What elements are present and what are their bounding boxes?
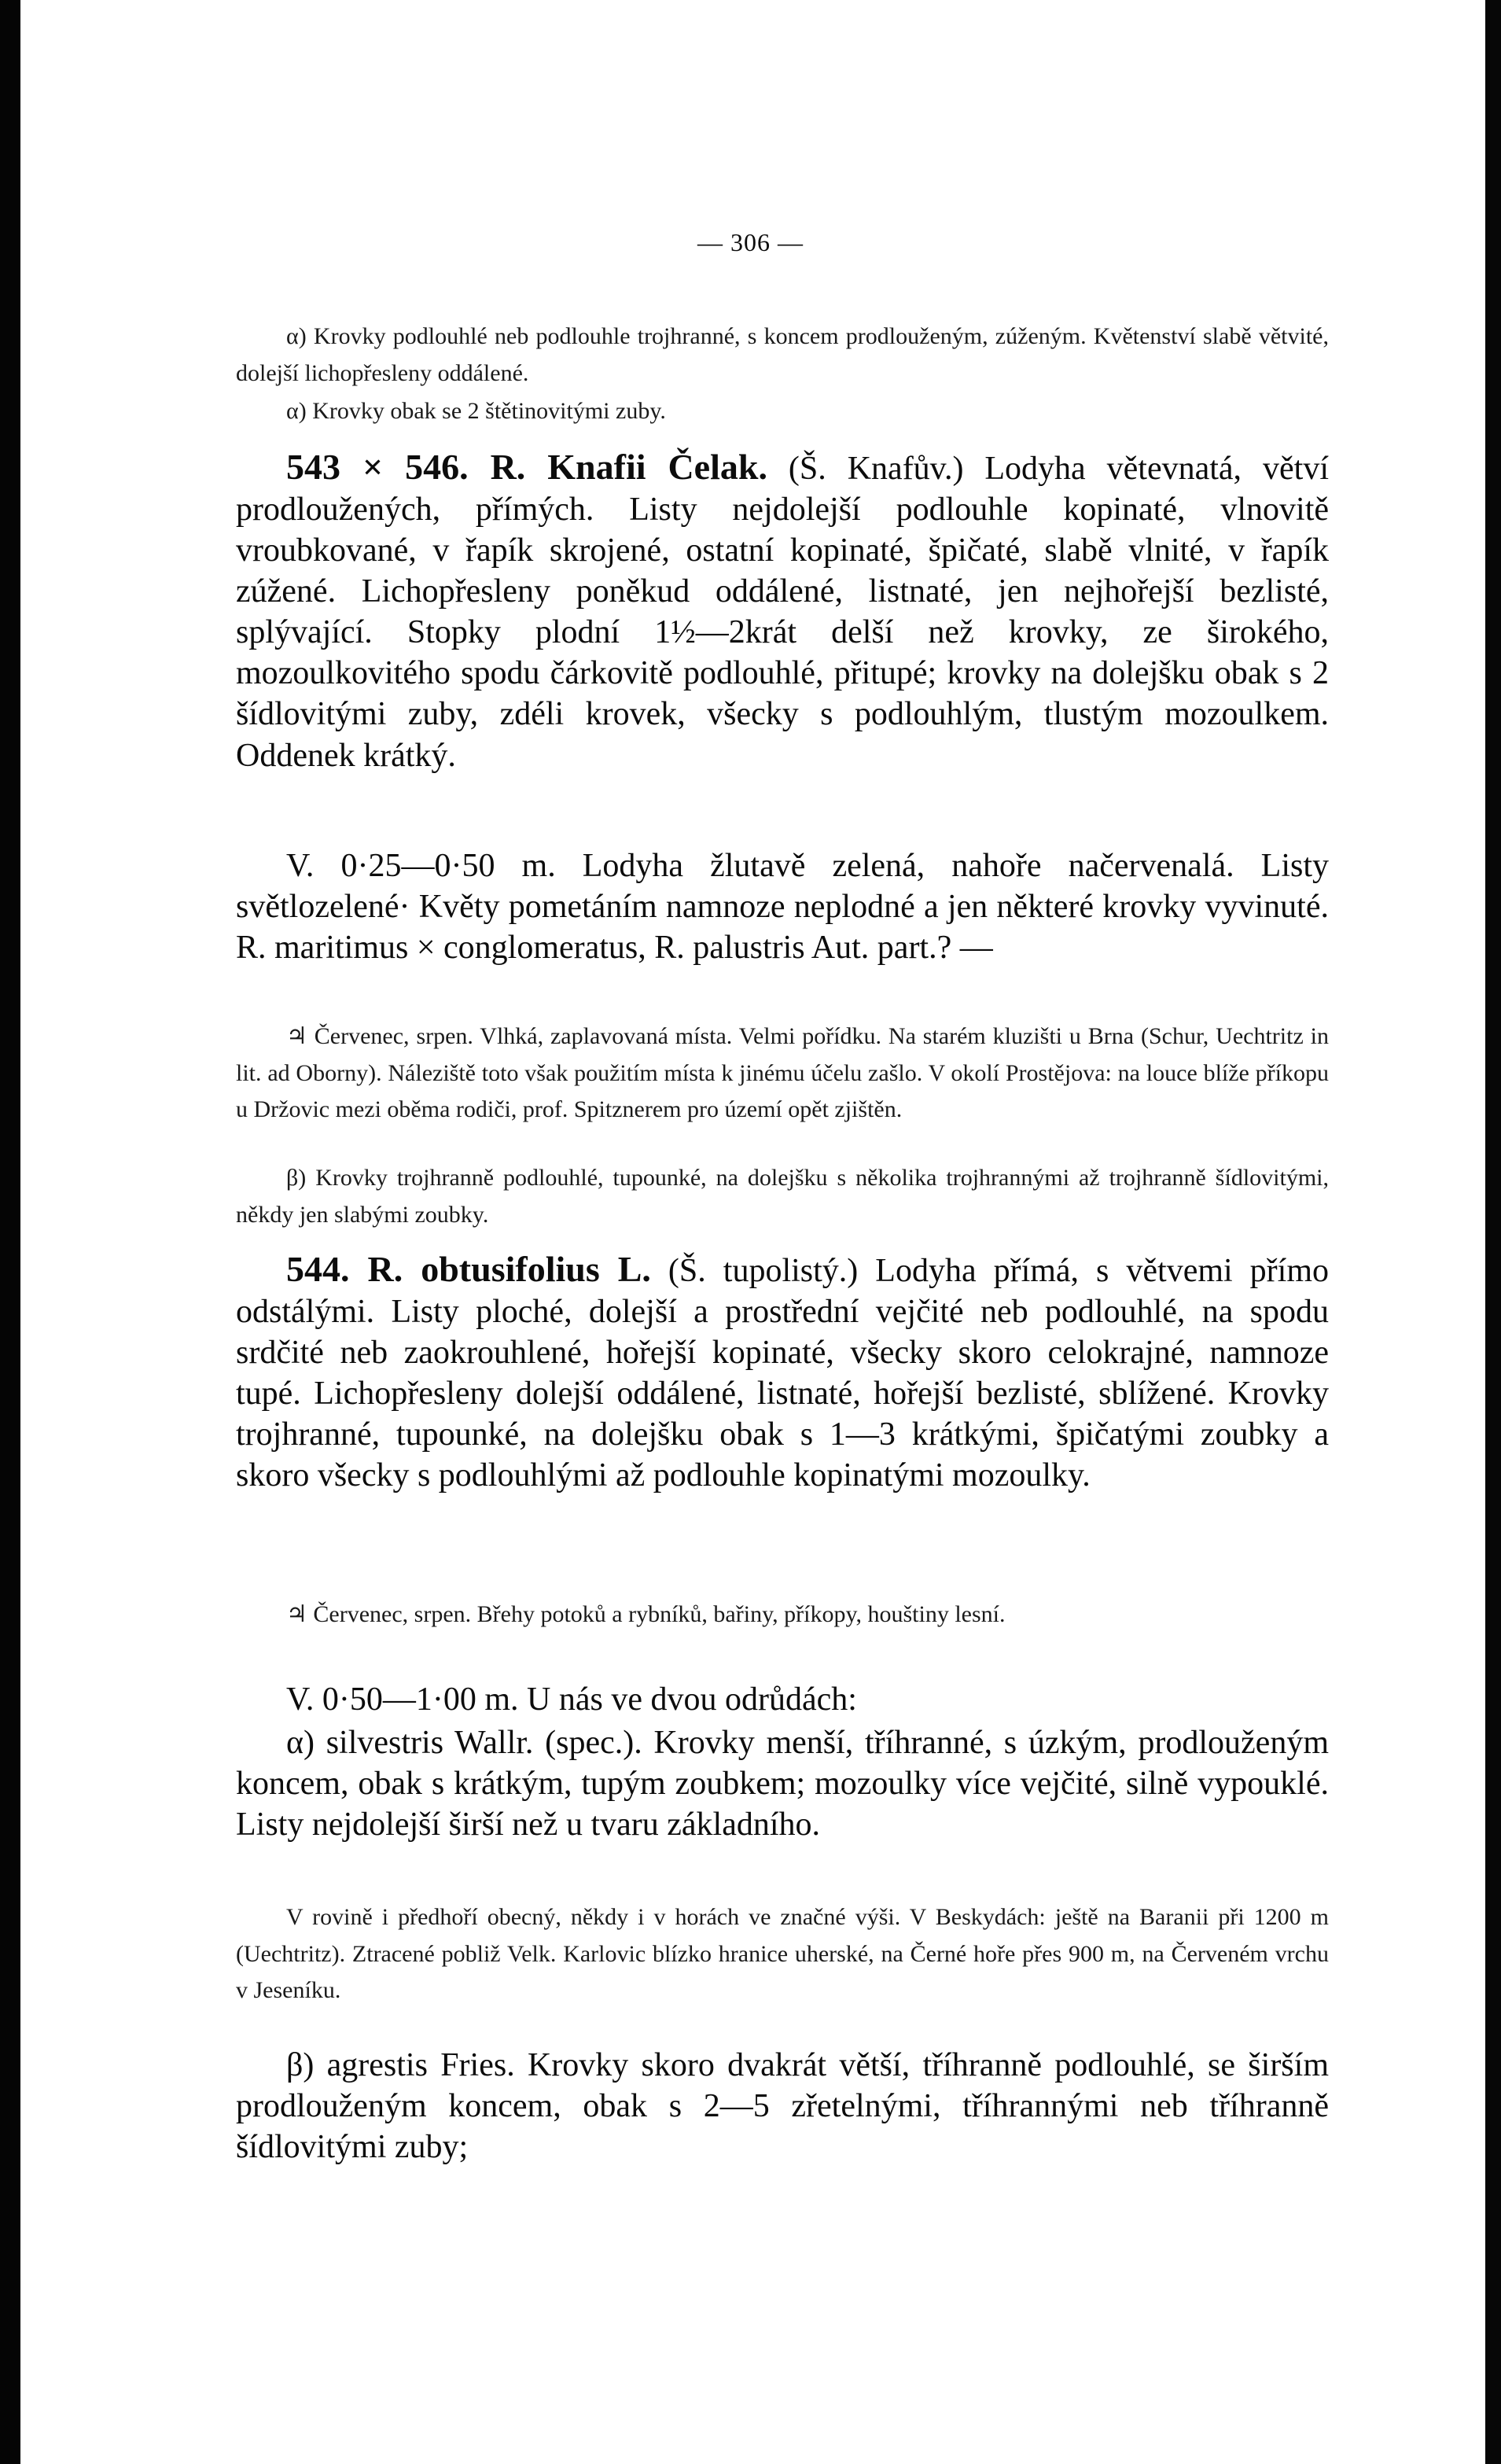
note-alpha-krovky: α) Krovky podlouhlé neb podlouhle trojhranné, s koncem prodlouženým, zúženým. Květenství slabě větvité, dolejší lichopřesleny oddálené.	[236, 323, 1329, 386]
scan-border-right	[1485, 0, 1501, 2464]
note-alpha-zuby: α) Krovky obak se 2 štětinovitými zuby.	[286, 398, 666, 424]
variety-agrestis: β) agrestis Fries. Krovky skoro dvakrát větší, tříhranně podlouhlé, se širším prodlouženým koncem, obak s 2—5 zřetelnými, tříhrannými neb tříhranně šídlovitými zuby;	[236, 2047, 1329, 2166]
species-543-546-locality: ♃ Červenec, srpen. Vlhká, zaplavovaná místa. Velmi pořídku. Na starém kluzišti u Brna (Schur, Uechtritz in lit. ad Oborny). Náleziště toto však použitím místa k jinému účelu zašlo. V okolí Prostějova: na louce blíže příkopu u Držovic mezi oběma rodiči, prof. Spitznerem pro území opět zjištěn.	[236, 1023, 1329, 1122]
species-544-habitat: ♃ Červenec, srpen. Břehy potoků a rybníků, bařiny, příkopy, houštiny lesní.	[286, 1601, 1006, 1627]
scan-border-left	[0, 0, 20, 2464]
species-heading: 543 × 546. R. Knafii Čelak.	[286, 447, 767, 487]
species-544: 544. R. obtusifolius L. (Š. tupolistý.) Lodyha přímá, s větvemi přímo odstálými. Listy ploché, dolejší a prostřední vejčité neb podlouhlé, na spodu srdčité neb zaokrouhlené, hořejší kopinaté, všecky skoro celokrajné, namnoze tupé. Lichopřesleny dolejší oddálené, listnaté, hořejší bezlisté, sblížené. Krovky trojhranné, tupounké, na dolejšku obak s 1—3 krátkými, špičatými zoubky a skoro všecky s podlouhlými až podlouhle kopinatými mozoulky.	[236, 1249, 1329, 1494]
species-heading: 544. R. obtusifolius L.	[286, 1249, 651, 1289]
page-number: — 306 —	[697, 228, 804, 256]
variety-silvestris-locality: V rovině i předhoří obecný, někdy i v horách ve značné výši. V Beskydách: ještě na Baranii při 1200 m (Uechtritz). Ztracené pobliž Velk. Karlovic blízko hranice uherské, na Černé hoře přes 900 m, na Červeném vrchu v Jeseníku.	[236, 1904, 1329, 2003]
species-544-size: V. 0·50—1·00 m. U nás ve dvou odrůdách:	[286, 1681, 857, 1718]
note-beta-krovky: β) Krovky trojhranně podlouhlé, tupounké, na dolejšku s několika trojhrannými až trojhranně šídlovitými, někdy jen slabými zoubky.	[236, 1165, 1329, 1228]
species-543-546-size: V. 0·25—0·50 m. Lodyha žlutavě zelená, nahoře načervenalá. Listy světlozelené· Květy pometáním namnoze neplodné a jen některé krovky vyvinuté. R. maritimus × conglomeratus, R. palustris Aut. part.? —	[236, 848, 1329, 967]
species-543-546: 543 × 546. R. Knafii Čelak. (Š. Knafův.) Lodyha větevnatá, větví prodloužených, přímých. Listy nejdolejší podlouhle kopinaté, vlnovitě vroubkované, v řapík skrojené, ostatní kopinaté, špičaté, slabě vlnité, v řapík zúžené. Lichopřesleny poněkud oddálené, listnaté, jen nejhořejší bezlisté, splývající. Stopky plodní 1½—2krát delší než krovky, ze širokého, mozoulkovitého spodu čárkovitě podlouhlé, přitupé; krovky na dolejšku obak s 2 šídlovitými zuby, zdéli krovek, všecky s podlouhlým, tlustým mozoulkem. Oddenek krátký.	[236, 447, 1329, 774]
variety-silvestris: α) silvestris Wallr. (spec.). Krovky menší, tříhranné, s úzkým, prodlouženým koncem, obak s krátkým, tupým zoubkem; mozoulky více vejčité, silně vypouklé. Listy nejdolejší širší než u tvaru základního.	[236, 1725, 1329, 1843]
